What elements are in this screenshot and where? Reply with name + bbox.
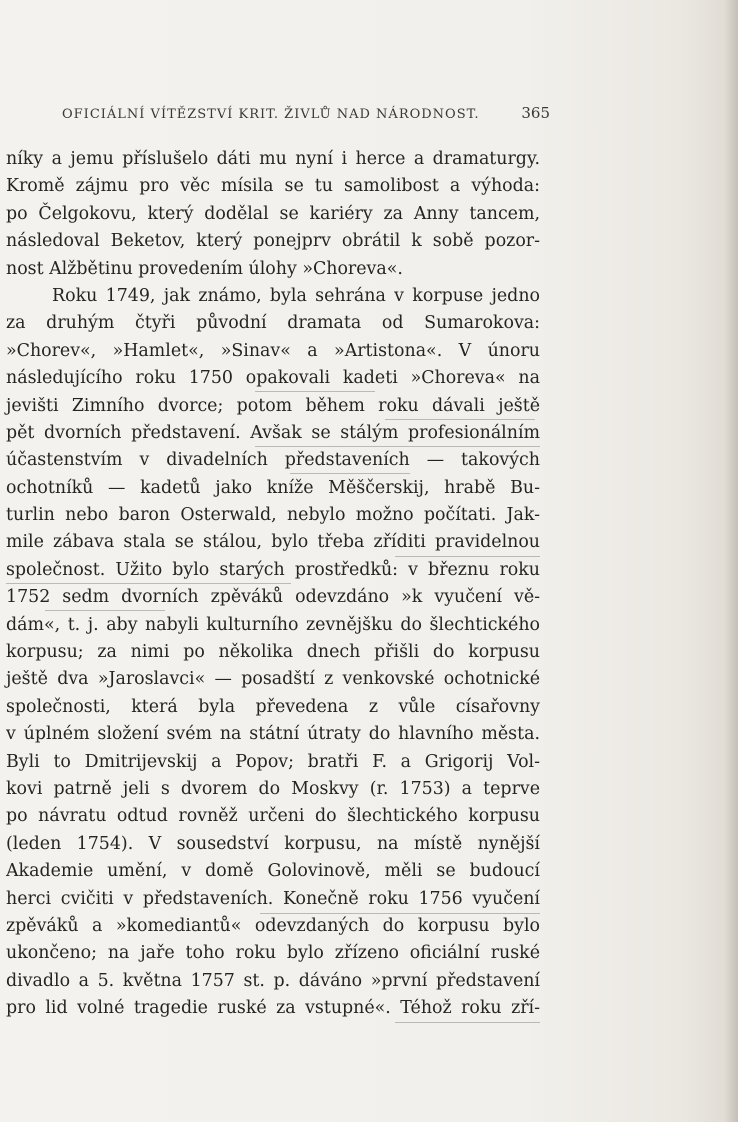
- text-line: kovi patrně jeli s dvorem do Moskvy (r. 1753) a teprve: [6, 778, 540, 799]
- pencil-underline: [290, 473, 410, 474]
- text-line: ještě dva »Jaroslavci« — posadští z venkovské ochotnické: [6, 669, 540, 690]
- running-head-title: OFICIÁLNÍ VÍTĚZSTVÍ KRIT. ŽIVLŮ NAD NÁRODNOST.: [62, 107, 480, 122]
- text-line: jevišti Zimního dvorce; potom během roku dávali ještě: [6, 395, 540, 416]
- page-number: 365: [521, 104, 550, 122]
- pencil-underline: [260, 913, 540, 914]
- text-line: 1752 sedm dvorních zpěváků odevzdáno »k vyučení vě-: [6, 587, 540, 608]
- pencil-underline: [255, 446, 540, 447]
- text-line: zpěváků a »komediantů« odevzdaných do korpusu bylo: [6, 915, 540, 936]
- text-line: společnosti, která byla převedena z vůle císařovny: [6, 696, 540, 717]
- pencil-underline: [45, 610, 165, 611]
- text-line: po Čelgokovu, který dodělal se kariéry za Anny tancem,: [6, 203, 540, 224]
- text-line: nost Alžbětinu provedením úlohy »Choreva«.: [6, 258, 403, 279]
- text-line: ukončeno; na jaře toho roku bylo zřízeno oficiální ruské: [6, 943, 540, 964]
- text-line: pro lid volné tragedie ruské za vstupné«. Téhož roku zří-: [6, 998, 540, 1019]
- pencil-underline: [395, 1022, 540, 1023]
- text-line: Akademie umění, v domě Golovinově, měli se budoucí: [6, 861, 540, 882]
- text-line: níky a jemu příslušelo dáti mu nyní i herce a dramaturgy.: [6, 149, 540, 169]
- pencil-underline: [255, 391, 375, 392]
- running-head: [62, 104, 550, 122]
- pencil-underline: [395, 556, 540, 557]
- text-line: herci cvičiti v představeních. Konečně roku 1756 vyučení: [6, 888, 540, 909]
- book-gutter-shadow: [724, 0, 738, 1122]
- text-line: účastenstvím v divadelních představeních — takových: [6, 450, 540, 471]
- pencil-underline: [385, 419, 535, 420]
- text-line: následujícího roku 1750 opakovali kadeti »Choreva« na: [6, 368, 540, 389]
- text-line: po návratu odtud rovněž určeni do šlechtického korpusu: [6, 806, 540, 827]
- paragraph-first-line: Roku 1749, jak známo, byla sehrána v korpuse jedno: [52, 285, 540, 306]
- pencil-underline: [6, 583, 291, 584]
- text-line: mile zábava stala se stálou, bylo třeba zříditi pravidelnou: [6, 532, 540, 553]
- text-line: Kromě zájmu pro věc mísila se tu samolibost a výhoda:: [6, 176, 540, 197]
- text-line: dám«, t. j. aby nabyli kulturního zevnějšku do šlechtického: [6, 614, 540, 635]
- text-line: pět dvorních představení. Avšak se stálým profesionálním: [6, 422, 540, 443]
- text-line: Byli to Dmitrijevskij a Popov; bratři F. a Grigorij Vol-: [6, 751, 540, 772]
- body-text: [6, 146, 540, 1023]
- text-line: společnost. Užito bylo starých prostředků: v březnu roku: [6, 559, 540, 580]
- text-line: korpusu; za nimi po několika dnech přišli do korpusu: [6, 642, 540, 663]
- text-line: divadlo a 5. května 1757 st. p. dáváno »první představení: [6, 970, 540, 991]
- text-line: »Chorev«, »Hamlet«, »Sinav« a »Artistona«. V únoru: [6, 340, 540, 361]
- text-line: ochotníků — kadetů jako kníže Měščerskij, hrabě Bu-: [6, 477, 540, 498]
- text-line: turlin nebo baron Osterwald, nebylo možno počítati. Jak-: [6, 505, 540, 526]
- text-line: za druhým čtyři původní dramata od Sumarokova:: [6, 313, 540, 334]
- text-line: (leden 1754). V sousedství korpusu, na místě nynější: [6, 833, 540, 854]
- text-line: následoval Beketov, který ponejprv obrátil k sobě pozor-: [6, 231, 540, 252]
- text-line: v úplném složení svém na státní útraty do hlavního města.: [6, 724, 540, 745]
